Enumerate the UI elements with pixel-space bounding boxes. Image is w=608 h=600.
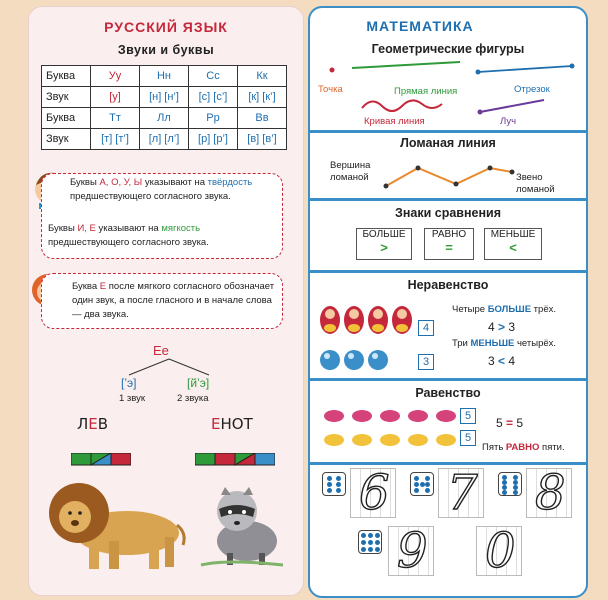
russian-panel <box>28 6 304 596</box>
raccoon-illustration <box>197 485 287 569</box>
branch-lines <box>119 357 219 377</box>
hardness-rule-text: Буквы А, О, У, Ы указывают на твёрдость предшествующего согласного звука. <box>70 177 253 202</box>
die-eight <box>498 472 522 496</box>
blue-balls <box>318 348 394 372</box>
count-box-3: 3 <box>418 354 434 370</box>
inequality-title: Неравенство <box>407 278 489 292</box>
inequality-section <box>310 270 586 381</box>
comparison-section <box>310 198 586 273</box>
digit-box <box>438 465 484 521</box>
count-box-5-top: 5 <box>460 408 476 424</box>
digit-eight: 8 <box>535 465 566 521</box>
vertex-label: Вершина ломаной <box>330 160 371 183</box>
digit-nine: 9 <box>397 523 428 579</box>
die-six <box>322 472 346 496</box>
equal-box <box>424 228 474 260</box>
table-cell: Звук <box>42 129 91 150</box>
die-nine <box>358 530 382 554</box>
sound-1-transcription: [’э] <box>121 376 137 390</box>
table-cell: Буква <box>42 66 91 87</box>
digit-six: 6 <box>359 465 390 521</box>
comparison-title: Знаки сравнения <box>395 206 501 220</box>
curve-label: Кривая линия <box>364 116 425 127</box>
letter-e-rule <box>41 273 283 329</box>
die-seven <box>410 472 434 496</box>
table-cell: [к] [к’] <box>238 87 287 108</box>
greater-box <box>356 228 412 260</box>
hard-soft-rule <box>41 173 283 259</box>
broken-line-figure <box>380 156 520 196</box>
math-title: МАТЕМАТИКА <box>366 18 474 34</box>
table-cell: Буква <box>42 108 91 129</box>
softness-rule-text: Буквы И, Е указывают на мягкость предшествующего согласного звука. <box>48 223 209 248</box>
inequality-expression-1: 4 > 3 <box>488 320 516 334</box>
inequality-sentence-2: Три МЕНЬШЕ четырёх. <box>452 338 557 349</box>
less-box <box>484 228 542 260</box>
straight-line-label: Прямая линия <box>394 86 458 97</box>
table-cell: Сс <box>189 66 238 87</box>
inequality-expression-2: 3 < 4 <box>488 354 516 368</box>
word-enot: ЕНОТ <box>211 415 253 433</box>
table-cell: [в] [в’] <box>238 129 287 150</box>
one-sound-label: 1 звук <box>119 393 146 404</box>
straight-line <box>352 62 460 68</box>
table-row <box>42 129 287 150</box>
inequality-sentence-1: Четыре БОЛЬШЕ трёх. <box>452 304 556 315</box>
russian-title: РУССКИЙ ЯЗЫК <box>104 19 228 35</box>
lion-illustration <box>37 473 187 573</box>
word-lev: ЛЕВ <box>77 415 109 433</box>
table-cell: Кк <box>238 66 287 87</box>
less-label: МЕНЬШЕ <box>490 229 536 240</box>
digit-seven: 7 <box>447 465 478 521</box>
equality-section <box>310 378 586 465</box>
broken-line-section <box>310 130 586 201</box>
count-box-4: 4 <box>418 320 434 336</box>
equality-title: Равенство <box>415 386 481 400</box>
count-box-5-bottom: 5 <box>460 430 476 446</box>
digits-section <box>310 462 586 596</box>
greater-label: БОЛЬШЕ <box>362 229 406 240</box>
table-cell: Вв <box>238 108 287 129</box>
sounds-letters-subtitle: Звуки и буквы <box>117 43 215 57</box>
table-cell: [с] [с’] <box>189 87 238 108</box>
equality-sentence: Пять РАВНО пяти. <box>482 442 565 453</box>
table-cell: [н] [н’] <box>140 87 189 108</box>
matryoshka-dolls <box>318 300 414 336</box>
greater-sign: > <box>380 240 388 255</box>
equality-expression: 5 = 5 <box>496 416 524 430</box>
digit-box <box>388 523 434 579</box>
candies <box>318 404 458 454</box>
sounds-table <box>41 65 287 150</box>
table-row <box>42 66 287 87</box>
digit-box <box>350 465 396 521</box>
table-cell: Звук <box>42 87 91 108</box>
lev-sound-scheme <box>71 453 131 467</box>
table-cell: [у] <box>91 87 140 108</box>
point-label: Точка <box>318 84 343 95</box>
segment-label: Отрезок <box>514 84 550 95</box>
digit-zero: 0 <box>485 523 516 579</box>
equal-label: РАВНО <box>431 229 467 240</box>
geometry-section <box>310 8 586 133</box>
table-cell: Нн <box>140 66 189 87</box>
sound-2-transcription: [й’э] <box>187 376 210 390</box>
table-cell: Уу <box>91 66 140 87</box>
digit-box <box>526 465 572 521</box>
enot-sound-scheme <box>195 453 275 467</box>
letter-e-rule-text: Буква Е после мягкого согласного обозначает один звук, а после гласного и в начале слова — два звука. <box>72 281 275 320</box>
ray-line <box>480 100 544 112</box>
two-sounds-label: 2 звука <box>177 393 209 404</box>
equal-sign: = <box>445 240 453 255</box>
link-label: Звено ломаной <box>516 172 555 195</box>
curved-line <box>362 100 442 111</box>
table-cell: Рр <box>189 108 238 129</box>
point-dot <box>330 68 335 73</box>
less-sign: < <box>509 240 517 255</box>
geometry-title: Геометрические фигуры <box>371 42 525 56</box>
math-panel <box>308 6 588 598</box>
ray-label: Луч <box>500 116 517 127</box>
letter-e-label: Ее <box>153 343 169 358</box>
table-cell: [р] [р’] <box>189 129 238 150</box>
table-cell: Лл <box>140 108 189 129</box>
table-row <box>42 108 287 129</box>
table-cell: [т] [т’] <box>91 129 140 150</box>
segment-line <box>478 66 572 72</box>
table-cell: [л] [л’] <box>140 129 189 150</box>
table-row <box>42 87 287 108</box>
digit-box <box>476 523 522 579</box>
table-cell: Тт <box>91 108 140 129</box>
broken-line-title: Ломаная линия <box>400 136 496 150</box>
